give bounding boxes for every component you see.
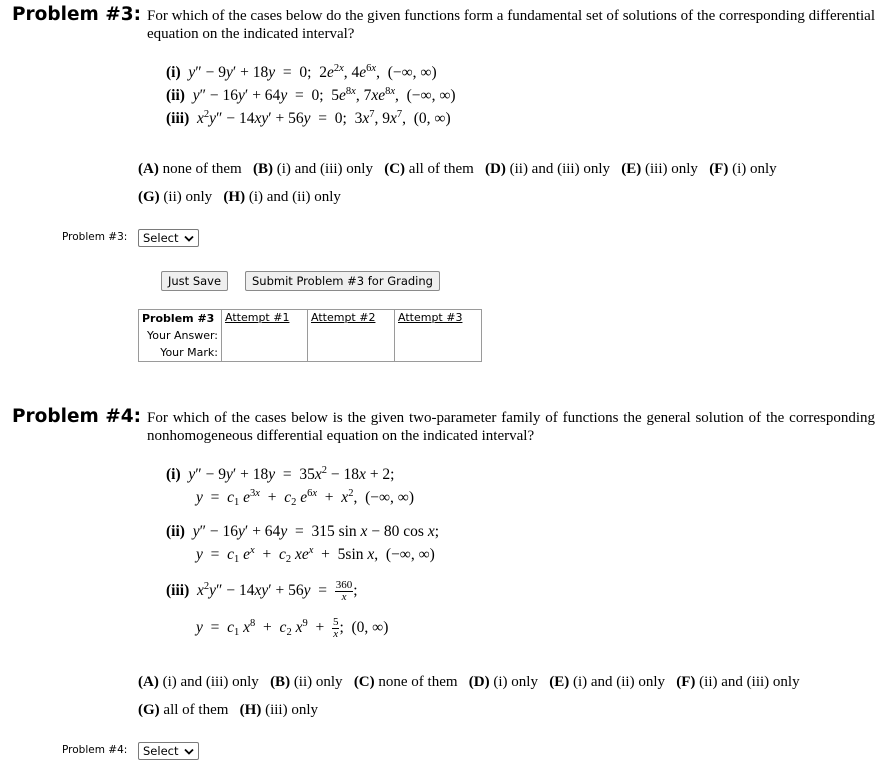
problem-3-case-ii: (ii) y″ − 16y′ + 64y = 0; $5e^{8x}$, $7xe^{8x}$, (−∞, ∞) <box>166 86 456 104</box>
problem-4-choices-row-2: (G) all of them (H) (iii) only <box>138 702 318 718</box>
chevron-down-icon <box>184 748 194 755</box>
your-answer-label: Your Answer: <box>139 327 222 344</box>
attempt-1-link[interactable]: Attempt #1 <box>225 311 290 324</box>
problem-4-case-ii-equation: (ii) y″ − 16y′ + 64y = 315 sin x − 80 cos x; <box>166 523 440 540</box>
problem-4-case-iii-solution: $y = c_1$ $x^8 + c_2$ $x^9$ + $\frac{5}{x}$ ; (0, ∞) <box>196 616 389 640</box>
problem-4-answer-label: Problem #4: <box>62 744 128 756</box>
problem-4-choices-row-1: (A) (i) and (iii) only (B) (ii) only (C) none of them (D) (i) only (E) (i) and (ii) only (F) (ii) and (iii) only <box>138 674 800 690</box>
problem-3-choices-row-2: (G) (ii) only (H) (i) and (ii) only <box>138 189 341 205</box>
attempt-2-link[interactable]: Attempt #2 <box>311 311 376 324</box>
attempts-table-header: Problem #3 <box>139 310 222 328</box>
problem-4-title: Problem #4: <box>12 406 142 427</box>
problem-3-choices-row-1: (A) none of them (B) (i) and (iii) only (C) all of them (D) (ii) and (iii) only (E) (iii) only (F) (i) only <box>138 161 777 177</box>
problem-3-question: For which of the cases below do the given functions form a fundamental set of solutions of the corresponding differential equation on the indicated interval? <box>147 8 875 42</box>
problem-4-case-i-equation: (i) $y'' - 9y' + 18y = 35x^2 - 18x + 2$; <box>166 465 395 483</box>
select-value: Select <box>143 744 179 758</box>
just-save-button[interactable]: Just Save <box>161 271 228 291</box>
problem-3-case-i: (i) y″ − 9y′ + 18y = 0; $2e^{2x}$, $4e^{6x}$, (−∞, ∞) <box>166 63 437 81</box>
problem-3-answer-select[interactable] <box>138 229 199 247</box>
chevron-down-icon <box>184 235 194 242</box>
problem-4-case-i-solution: $y = c_1$ $e^{3x} + c_2$ $e^{6x} + x^2$, (−∞, ∞) <box>196 488 414 508</box>
attempt-3-link[interactable]: Attempt #3 <box>398 311 463 324</box>
submit-problem-3-button[interactable]: Submit Problem #3 for Grading <box>245 271 440 291</box>
problem-4-question: For which of the cases below is the given two-parameter family of functions the general solution of the corresponding nonhomogeneous differential equation on the indicated interval? <box>147 410 875 444</box>
problem-3-title: Problem #3: <box>12 4 142 25</box>
problem-3-answer-label: Problem #3: <box>62 231 128 243</box>
attempt-2-cell <box>308 310 395 362</box>
problem-3-case-iii: (iii) $x^2y'' - 14xy' + 56y = 0$; $3x^7$, $9x^7$, (0, ∞) <box>166 109 451 127</box>
problem-4-answer-select[interactable] <box>138 742 199 760</box>
select-value: Select <box>143 231 179 245</box>
attempt-3-cell <box>395 310 482 362</box>
your-mark-label: Your Mark: <box>139 344 222 362</box>
problem-4-case-iii-equation: (iii) $x^2y'' - 14xy' + 56y$ = $\frac{360}{x}$ ; <box>166 579 358 603</box>
attempts-table <box>138 309 482 362</box>
problem-4-case-ii-solution: $y = c_1$ $e^x + c_2$ $xe^x + 5\sin$ x, (−∞, ∞) <box>196 545 435 565</box>
attempt-1-cell <box>222 310 308 362</box>
